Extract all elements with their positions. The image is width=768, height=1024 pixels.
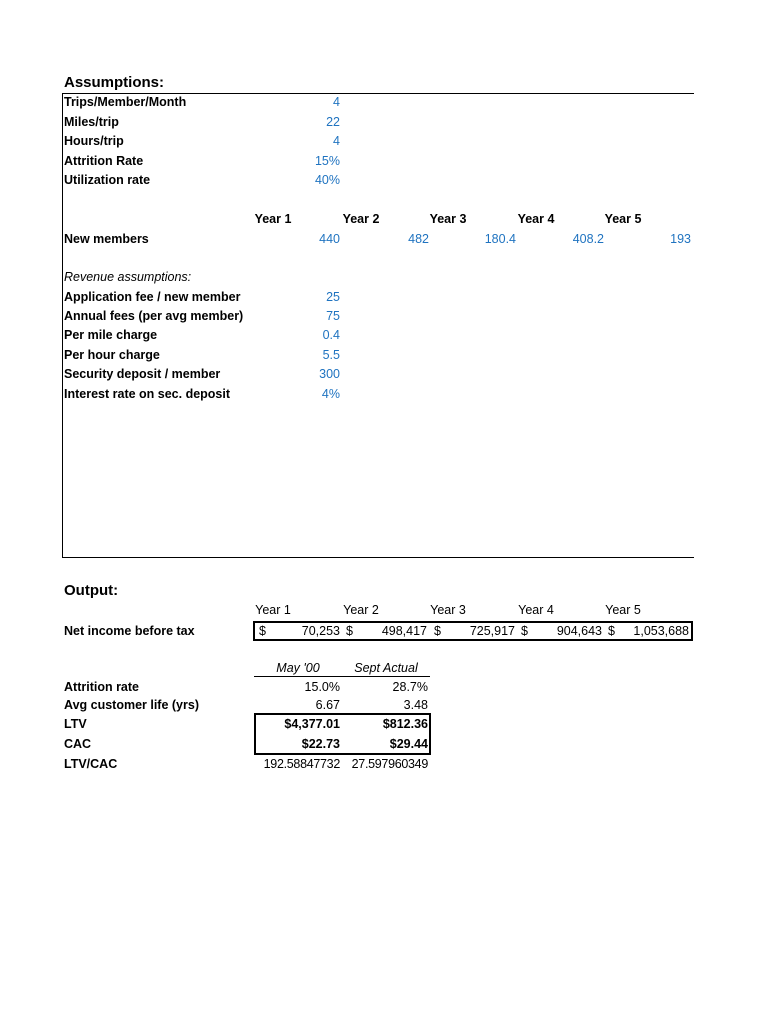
compare-value: $4,377.01 — [284, 717, 340, 731]
revenue-value: 0.4 — [322, 328, 340, 342]
currency-symbol: $ — [608, 624, 615, 638]
assumption-label: Trips/Member/Month — [64, 95, 187, 109]
year-header: Year 2 — [342, 212, 380, 226]
assumption-value: 15% — [314, 154, 340, 168]
output-year-header: Year 1 — [255, 603, 291, 617]
net-income-value: 904,643 — [556, 624, 602, 638]
revenue-value: 25 — [326, 290, 340, 304]
revenue-value: 4% — [321, 387, 340, 401]
revenue-label: Interest rate on sec. deposit — [64, 387, 231, 401]
net-income-label: Net income before tax — [64, 624, 195, 638]
revenue-value: 75 — [326, 309, 340, 323]
net-income-value: 1,053,688 — [633, 624, 689, 638]
net-income-value: 70,253 — [301, 624, 340, 638]
assumption-label: Utilization rate — [64, 173, 151, 187]
new-members-value: 193 — [670, 232, 691, 246]
currency-symbol: $ — [521, 624, 528, 638]
assumption-label: Miles/trip — [64, 115, 119, 129]
assumption-value: 4 — [333, 134, 340, 148]
assumptions-title: Assumptions: — [64, 74, 165, 91]
currency-symbol: $ — [346, 624, 353, 638]
assumption-value: 22 — [326, 115, 340, 129]
compare-value: 27.597960349 — [351, 757, 428, 771]
compare-value: 6.67 — [315, 698, 340, 712]
output-title: Output: — [64, 582, 119, 599]
new-members-value: 408.2 — [572, 232, 604, 246]
new-members-value: 180.4 — [484, 232, 516, 246]
assumption-value: 40% — [314, 173, 340, 187]
assumption-label: Hours/trip — [64, 134, 124, 148]
revenue-label: Annual fees (per avg member) — [64, 309, 244, 323]
net-income-value: 725,917 — [469, 624, 515, 638]
assumption-value: 4 — [333, 95, 340, 109]
year-header: Year 4 — [517, 212, 555, 226]
compare-header: Sept Actual — [342, 661, 430, 677]
output-year-header: Year 3 — [430, 603, 466, 617]
compare-value: 3.48 — [403, 698, 428, 712]
compare-label: LTV — [64, 717, 87, 731]
compare-label: CAC — [64, 737, 92, 751]
currency-symbol: $ — [434, 624, 441, 638]
revenue-label: Application fee / new member — [64, 290, 241, 304]
revenue-label: Per hour charge — [64, 348, 160, 362]
year-header: Year 3 — [429, 212, 467, 226]
compare-label: LTV/CAC — [64, 757, 118, 771]
revenue-value: 300 — [319, 367, 340, 381]
compare-value: $29.44 — [389, 737, 428, 751]
revenue-heading: Revenue assumptions: — [64, 270, 192, 284]
compare-label: Avg customer life (yrs) — [64, 698, 199, 712]
year-header: Year 5 — [604, 212, 642, 226]
compare-value: 192.58847732 — [263, 757, 340, 771]
year-header: Year 1 — [254, 212, 292, 226]
output-year-header: Year 4 — [518, 603, 554, 617]
compare-value: 28.7% — [392, 680, 428, 694]
compare-label: Attrition rate — [64, 680, 139, 694]
assumptions-box — [62, 93, 694, 558]
revenue-label: Per mile charge — [64, 328, 158, 342]
output-year-header: Year 2 — [343, 603, 379, 617]
new-members-value: 440 — [319, 232, 340, 246]
compare-value: 15.0% — [304, 680, 340, 694]
compare-header: May '00 — [254, 661, 342, 677]
revenue-label: Security deposit / member — [64, 367, 221, 381]
assumption-label: Attrition Rate — [64, 154, 144, 168]
new-members-label: New members — [64, 232, 149, 246]
revenue-value: 5.5 — [322, 348, 340, 362]
net-income-value: 498,417 — [381, 624, 427, 638]
currency-symbol: $ — [259, 624, 266, 638]
compare-value: $812.36 — [382, 717, 428, 731]
new-members-value: 482 — [408, 232, 429, 246]
compare-value: $22.73 — [301, 737, 340, 751]
output-year-header: Year 5 — [605, 603, 641, 617]
